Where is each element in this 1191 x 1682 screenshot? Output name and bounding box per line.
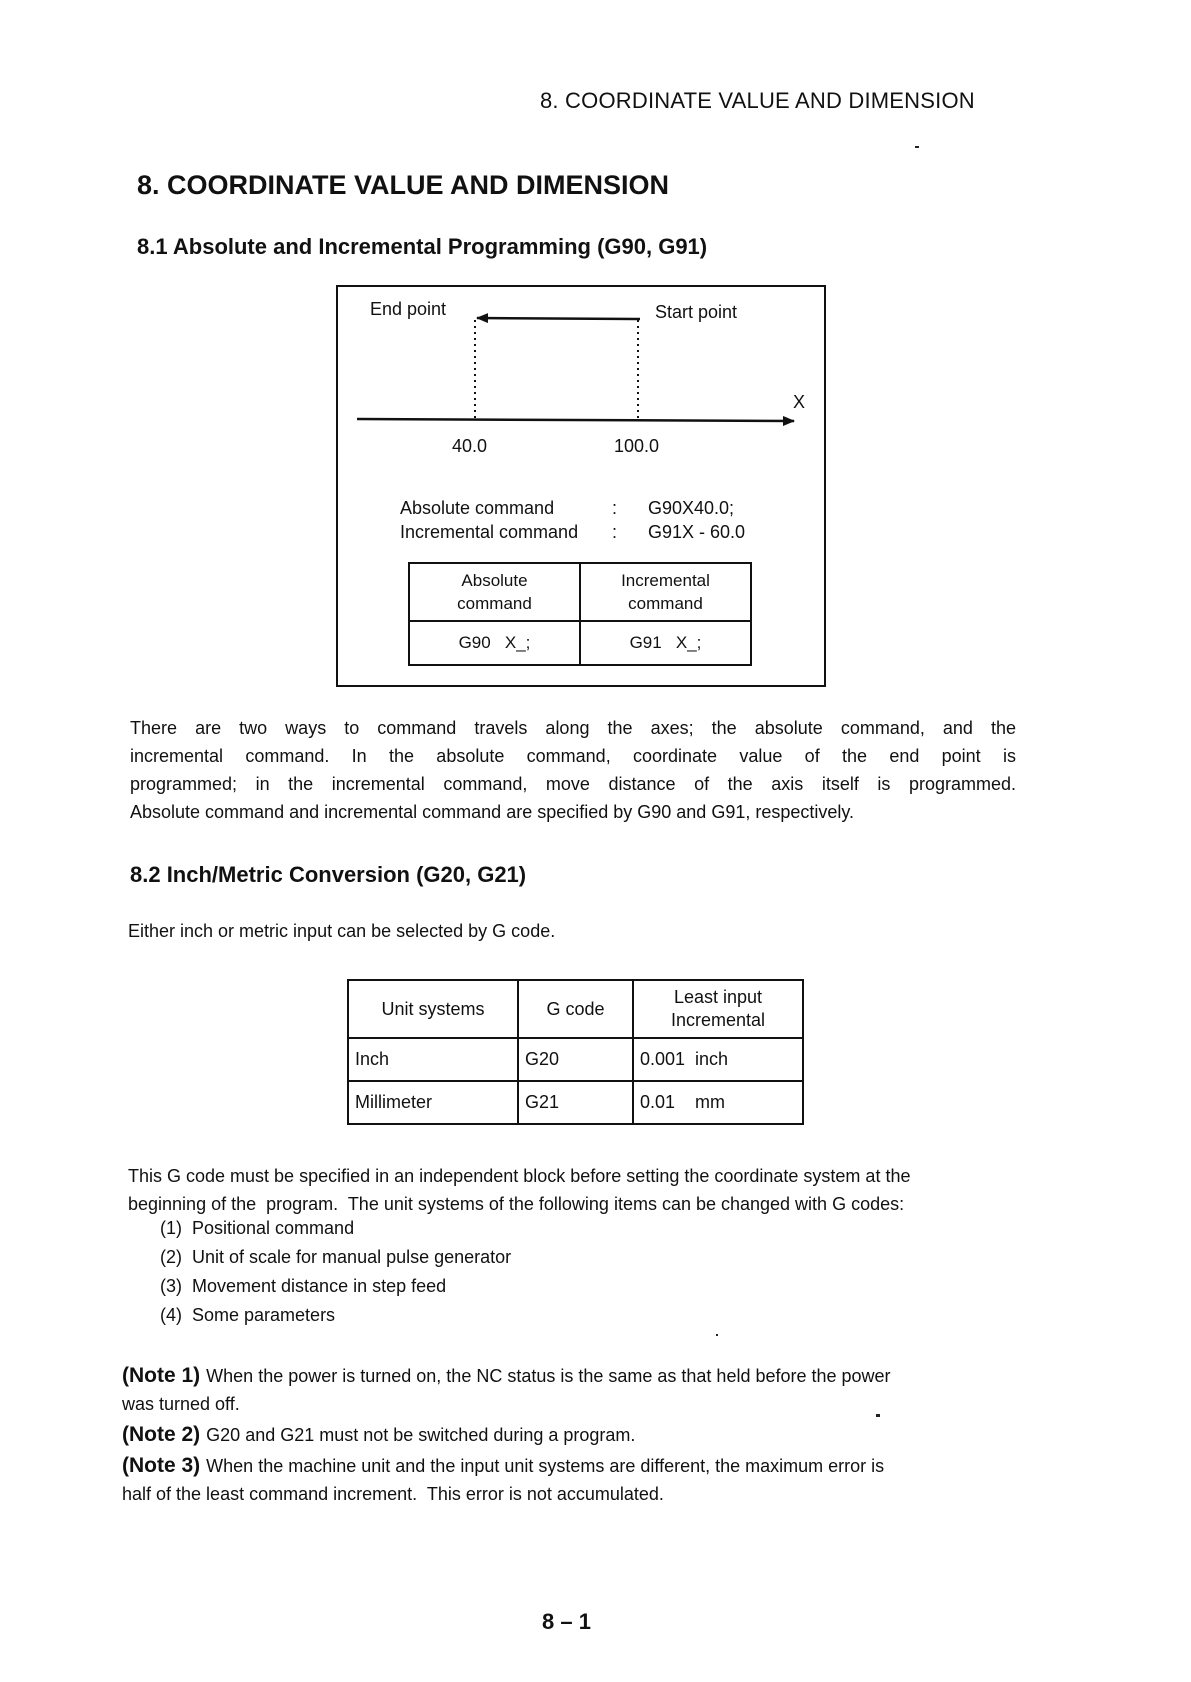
absolute-command-value: G90X40.0; (648, 498, 735, 518)
list-item: (3) Movement distance in step feed (160, 1276, 447, 1296)
paragraph-line: This G code must be specified in an independent block before setting the coordinate system at the (128, 1166, 911, 1186)
note-tag: (Note 3) (122, 1454, 201, 1477)
end-point-label: End point (370, 299, 447, 319)
absolute-command-label: Absolute command (400, 498, 555, 518)
note-3 (122, 1454, 884, 1478)
table-row (348, 1038, 803, 1081)
table-header-absolute (409, 563, 580, 621)
list-item: (1) Positional command (160, 1218, 355, 1238)
note-1-continuation: was turned off. (122, 1394, 240, 1414)
table-cell: G20 (518, 1038, 633, 1081)
note-2 (122, 1423, 635, 1447)
table-row (348, 1081, 803, 1124)
table-cell: 0.001 inch (633, 1038, 803, 1081)
section-8-2-intro: Either inch or metric input can be selected by G code. (128, 921, 556, 941)
table-cell-g91: G91 X_; (580, 621, 751, 665)
paragraph-line: There are two ways to command travels along the axes; the absolute command, and the (130, 718, 1016, 738)
table-header-unit-systems: Unit systems (348, 980, 518, 1038)
table-header-row (348, 980, 803, 1038)
list-item: (4) Some parameters (160, 1305, 336, 1325)
tick-label-end: 40.0 (452, 436, 488, 456)
start-point-label: Start point (655, 302, 738, 322)
table-row (409, 621, 751, 665)
note-3-continuation: half of the least command increment. This error is not accumulated. (122, 1484, 664, 1504)
header-line: Absolute (461, 571, 528, 590)
paragraph-absolute-incremental (130, 714, 1016, 826)
chapter-title: 8. COORDINATE VALUE AND DIMENSION (137, 170, 670, 200)
table-cell: Inch (348, 1038, 518, 1081)
section-title-8-2: 8.2 Inch/Metric Conversion (G20, G21) (130, 862, 527, 887)
scan-speck (915, 146, 919, 148)
paragraph-line: incremental command. In the absolute command, coordinate value of the end point is (130, 746, 1016, 766)
scan-speck (876, 1414, 880, 1417)
page-number: 8 – 1 (542, 1609, 591, 1634)
table-cell: G21 (518, 1081, 633, 1124)
note-text: When the machine unit and the input unit systems are different, the maximum error is (206, 1456, 885, 1476)
header-line: Incremental (670, 1010, 766, 1030)
list-item: (2) Unit of scale for manual pulse generator (160, 1247, 512, 1267)
command-format-table (408, 562, 752, 666)
note-tag: (Note 2) (122, 1423, 201, 1446)
table-header-g-code: G code (518, 980, 633, 1038)
table-cell: 0.01 mm (633, 1081, 803, 1124)
note-tag: (Note 1) (122, 1364, 201, 1387)
incremental-command-label: Incremental command (400, 522, 579, 542)
table-cell: Millimeter (348, 1081, 518, 1124)
incremental-command-colon: : (612, 522, 618, 542)
table-header-incremental (580, 563, 751, 621)
table-header-row (409, 563, 751, 621)
paragraph-line: programmed; in the incremental command, move distance of the axis itself is programmed. (130, 774, 1016, 794)
scan-speck (716, 1334, 718, 1336)
table-header-least-input (633, 980, 803, 1038)
header-line: command (628, 594, 703, 613)
unit-systems-table (347, 979, 804, 1125)
note-text: When the power is turned on, the NC status is the same as that held before the power (206, 1366, 891, 1386)
x-axis-label: X (793, 392, 806, 412)
note-1 (122, 1364, 891, 1388)
absolute-command-colon: : (612, 498, 618, 518)
header-line: Least input (673, 987, 763, 1007)
header-line: Incremental (621, 571, 710, 590)
tick-label-start: 100.0 (614, 436, 660, 456)
table-cell-g90: G90 X_; (409, 621, 580, 665)
paragraph-line: beginning of the program. The unit systems of the following items can be changed with G codes: (128, 1194, 905, 1214)
section-title-8-1: 8.1 Absolute and Incremental Programming (G90, G91) (137, 234, 708, 259)
paragraph-g-code-block (128, 1162, 1016, 1218)
header-line: command (457, 594, 532, 613)
note-text: G20 and G21 must not be switched during a program. (206, 1425, 636, 1445)
incremental-command-value: G91X - 60.0 (648, 522, 746, 542)
running-header: 8. COORDINATE VALUE AND DIMENSION (540, 88, 975, 113)
paragraph-line: Absolute command and incremental command are specified by G90 and G91, respectively. (130, 802, 855, 822)
